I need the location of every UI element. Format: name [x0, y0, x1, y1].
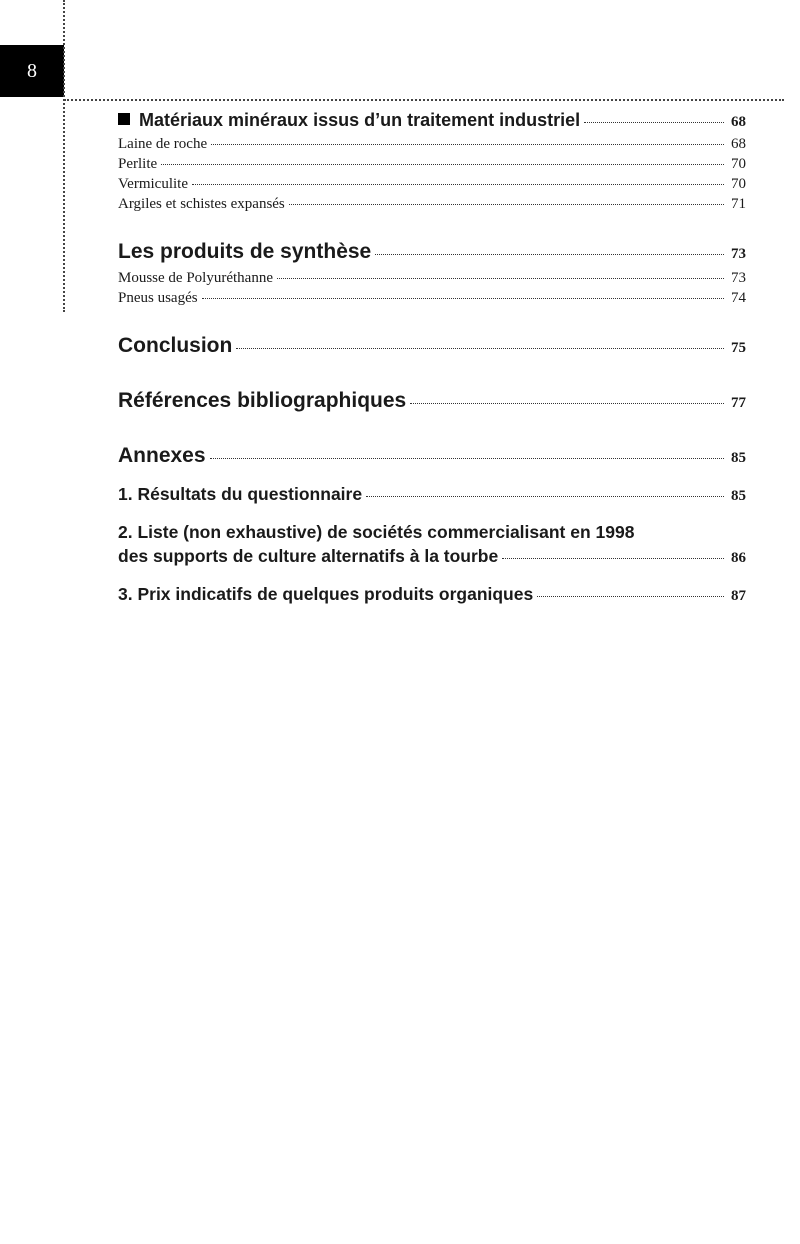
- toc-label: 3. Prix indicatifs de quelques produits organiques: [118, 584, 534, 604]
- toc-page: 74: [731, 290, 746, 306]
- toc-page: 75: [731, 340, 746, 356]
- toc-page: 68: [731, 114, 746, 130]
- dot-leader: [289, 204, 724, 205]
- toc-entry-mousse[interactable]: [118, 270, 746, 290]
- toc-entry-annexe-3[interactable]: [118, 584, 746, 610]
- toc-label: Conclusion: [118, 334, 233, 357]
- dot-leader: [202, 298, 724, 299]
- toc-label: Annexes: [118, 444, 206, 467]
- toc-page: 85: [731, 450, 746, 466]
- toc-entry-annexe-1[interactable]: [118, 484, 746, 510]
- page-number: 8: [27, 59, 37, 82]
- toc-label: Pneus usagés: [118, 290, 198, 306]
- dot-leader: [410, 403, 724, 404]
- toc-entry-references[interactable]: [118, 389, 746, 419]
- dot-leader: [375, 254, 724, 255]
- page-number-tab: [0, 45, 64, 97]
- toc-page: 71: [731, 196, 746, 212]
- table-of-contents: [118, 110, 746, 610]
- toc-label: 1. Résultats du questionnaire: [118, 484, 363, 504]
- toc-label: Laine de roche: [118, 136, 208, 152]
- toc-label: Matériaux minéraux issus d’un traitement industriel: [139, 110, 581, 130]
- dot-leader: [211, 144, 724, 145]
- toc-page: 86: [731, 550, 746, 566]
- toc-page: 77: [731, 395, 746, 411]
- toc-entry-annexe-2[interactable]: [118, 522, 746, 572]
- toc-label-line-2: des supports de culture alternatifs à la tourbe: [118, 546, 499, 566]
- dot-leader: [236, 348, 724, 349]
- dot-leader: [277, 278, 724, 279]
- dot-leader: [502, 558, 724, 559]
- toc-label: Perlite: [118, 156, 158, 172]
- toc-label: Références bibliographiques: [118, 389, 407, 412]
- dot-leader: [366, 496, 724, 497]
- toc-page: 70: [731, 156, 746, 172]
- toc-page: 73: [731, 270, 746, 286]
- toc-page: 70: [731, 176, 746, 192]
- dot-leader: [161, 164, 724, 165]
- horizontal-dotted-rule: [64, 99, 784, 101]
- toc-page: 68: [731, 136, 746, 152]
- toc-page: 85: [731, 488, 746, 504]
- toc-page: 87: [731, 588, 746, 604]
- toc-entry-perlite[interactable]: [118, 156, 746, 176]
- dot-leader: [584, 122, 724, 123]
- dot-leader: [537, 596, 724, 597]
- toc-entry-conclusion[interactable]: [118, 334, 746, 364]
- toc-label-line-1: 2. Liste (non exhaustive) de sociétés commercialisant en 1998: [118, 522, 635, 542]
- square-bullet-icon: [118, 113, 130, 125]
- dot-leader: [192, 184, 724, 185]
- toc-entry-produits-synthese[interactable]: [118, 240, 746, 270]
- toc-page: 73: [731, 246, 746, 262]
- vertical-dotted-rule: [63, 0, 65, 312]
- toc-label: Vermiculite: [118, 176, 188, 192]
- toc-label: Les produits de synthèse: [118, 240, 372, 263]
- dot-leader: [210, 458, 724, 459]
- toc-entry-vermiculite[interactable]: [118, 176, 746, 196]
- toc-entry-materiaux-mineraux[interactable]: [118, 110, 746, 136]
- toc-entry-laine-de-roche[interactable]: [118, 136, 746, 156]
- toc-entry-argiles[interactable]: [118, 196, 746, 216]
- toc-entry-pneus[interactable]: [118, 290, 746, 310]
- toc-label: Mousse de Polyuréthanne: [118, 270, 273, 286]
- toc-label: Argiles et schistes expansés: [118, 196, 285, 212]
- toc-entry-annexes[interactable]: [118, 444, 746, 474]
